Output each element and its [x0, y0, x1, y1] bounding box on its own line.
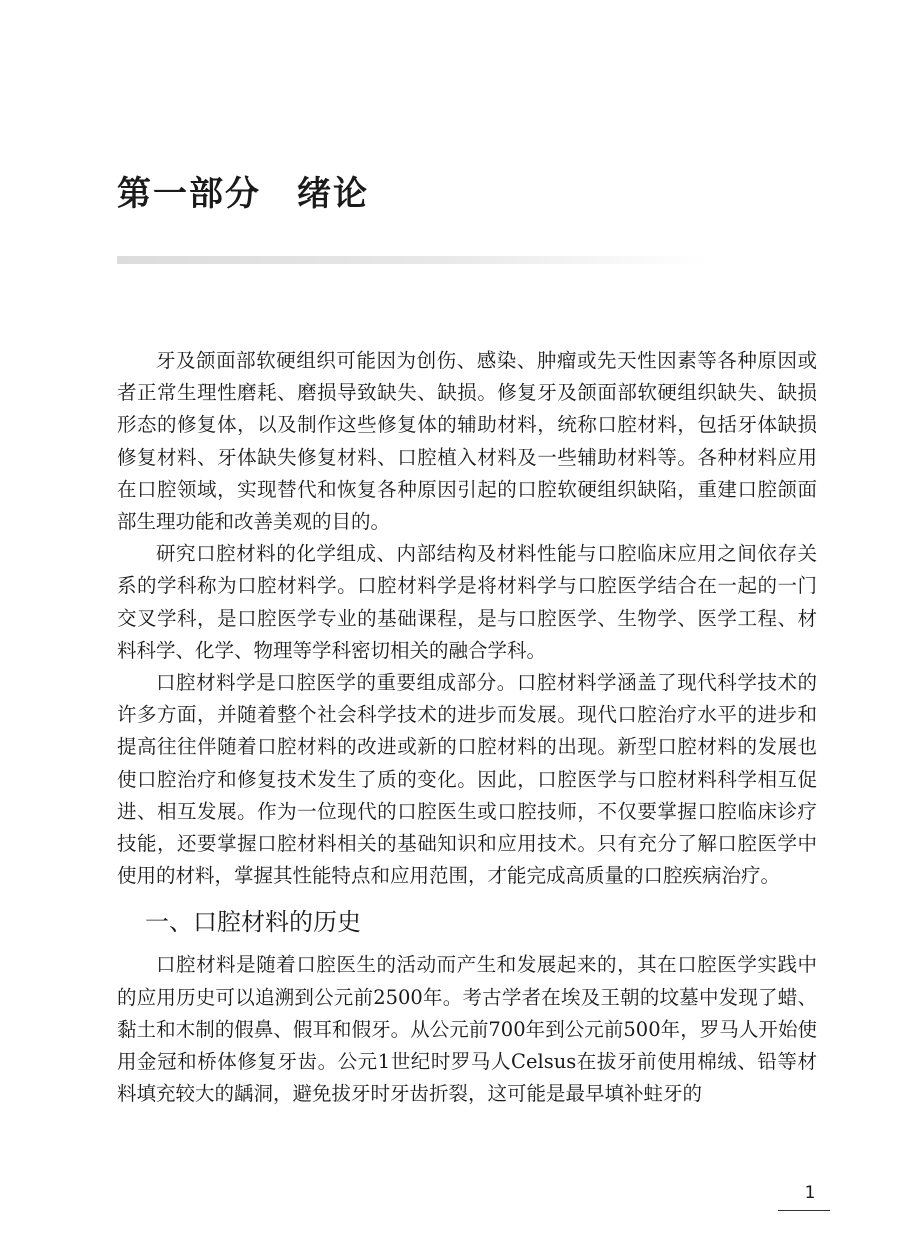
- section-heading: 一、口腔材料的历史: [145, 908, 361, 937]
- paragraph-4: 口腔材料是随着口腔医生的活动而产生和发展起来的，其在口腔医学实践中的应用历史可以追溯到公元前2500年。考古学者在埃及王朝的坟墓中发现了蜡、黏土和木制的假鼻、假耳和假牙。从公元前700年到公元前500年，罗马人开始使用金冠和桥体修复牙齿。公元1世纪时罗马人Celsus在拔牙前使用棉绒、铅等材料填充较大的龋洞，避免拔牙时牙齿折裂，这可能是最早填补蛀牙的: [117, 953, 817, 1106]
- title-underline-bar: [117, 256, 707, 264]
- page-number: 1: [804, 1183, 816, 1203]
- paragraph-1: 牙及颌面部软硬组织可能因为创伤、感染、肿瘤或先天性因素等各种原因或者正常生理性磨耗、磨损导致缺失、缺损。修复牙及颌面部软硬组织缺失、缺损形态的修复体，以及制作这些修复体的辅助材料，统称口腔材料，包括牙体缺损修复材料、牙体缺失修复材料、口腔植入材料及一些辅助材料等。各种材料应用在口腔领域，实现替代和恢复各种原因引起的口腔软硬组织缺陷，重建口腔颌面部生理功能和改善美观的目的。: [117, 349, 817, 534]
- page-title: 第一部分 绪论: [117, 174, 369, 214]
- footer-rule: [778, 1210, 830, 1211]
- body-text: [117, 345, 817, 1110]
- paragraph-2: 研究口腔材料的化学组成、内部结构及材料性能与口腔临床应用之间依存关系的学科称为口腔材料学。口腔材料学是将材料学与口腔医学结合在一起的一门交叉学科，是口腔医学专业的基础课程，是与口腔医学、生物学、医学工程、材料科学、化学、物理等学科密切相关的融合学科。: [117, 542, 817, 662]
- paragraph-3: 口腔材料学是口腔医学的重要组成部分。口腔材料学涵盖了现代科学技术的许多方面，并随着整个社会科学技术的进步而发展。现代口腔治疗水平的进步和提高往往伴随着口腔材料的改进或新的口腔材料的出现。新型口腔材料的发展也使口腔治疗和修复技术发生了质的变化。因此，口腔医学与口腔材料科学相互促进、相互发展。作为一位现代的口腔医生或口腔技师，不仅要掌握口腔临床诊疗技能，还要掌握口腔材料相关的基础知识和应用技术。只有充分了解口腔医学中使用的材料，掌握其性能特点和应用范围，才能完成高质量的口腔疾病治疗。: [117, 671, 817, 888]
